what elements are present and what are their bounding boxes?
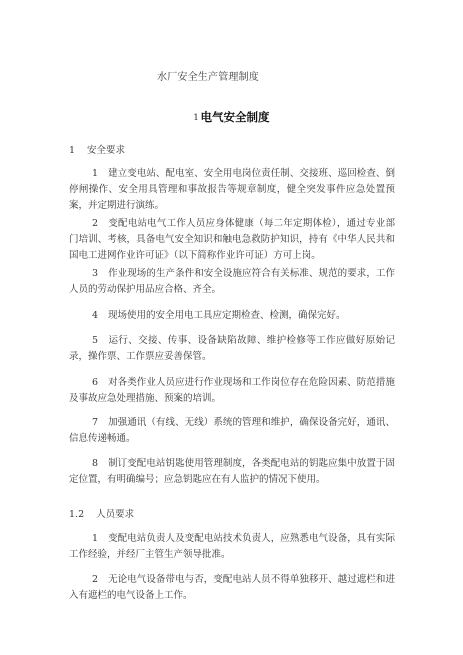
- paragraph-number: 2: [92, 218, 99, 229]
- paragraph-text: 制订变配电站钥匙使用管理制度，各类配电站的钥匙应集中放置于固定位置，有明确编号；应急钥匙应在有人监护的情况下使用。: [69, 458, 395, 485]
- paragraph: [69, 375, 395, 407]
- paragraph: [69, 166, 395, 214]
- paragraph-text: 运行、交接、传事、设备缺陷故障、维护检修等工作应做好原始记录，操作票、工作票应妥善保管。: [69, 335, 395, 362]
- paragraph-text: 变配电站负责人及变配电站技术负责人，应熟悉电气设备，具有实际工作经验，并经厂主管生产领导批准。: [69, 533, 395, 560]
- paragraph-text: 无论电气设备带电与否，变配电站人员不得单独移开、越过遮栏和进入有遮栏的电气设备上工作。: [69, 574, 395, 601]
- paragraph: [69, 216, 395, 264]
- paragraph: [69, 308, 395, 324]
- paragraph: [69, 456, 395, 488]
- section-number: 1: [69, 145, 76, 156]
- paragraph: [69, 531, 395, 563]
- paragraph-number: 3: [92, 268, 99, 279]
- paragraph-text: 对各类作业人员应进行作业现场和工作岗位存在危险因素、防范措施及事故应急处理措施、预案的培训。: [69, 377, 395, 404]
- paragraph: [69, 415, 395, 447]
- paragraph-text: 建立变电站、配电室、安全用电岗位责任制、交接班、巡回检查、倒停闸操作、安全用具管理和事故报告等规章制度，健全突发事件应急处置预案，并定期进行演练。: [69, 168, 395, 211]
- paragraph-number: 1: [92, 533, 99, 544]
- paragraph-number: 7: [92, 417, 99, 428]
- page-header: 水厂安全生产管理制度: [157, 72, 259, 83]
- section-heading: [69, 506, 134, 520]
- paragraph: [69, 266, 395, 298]
- paragraph-number: 6: [92, 377, 99, 388]
- section-number: 1.2: [69, 509, 85, 520]
- title-number: 1: [193, 113, 199, 122]
- title-text: 电气安全制度: [200, 110, 270, 124]
- paragraph-number: 8: [92, 458, 99, 469]
- section-title: 人员要求: [96, 509, 135, 520]
- paragraph-number: 5: [92, 335, 99, 346]
- paragraph-text: 加强通讯（有线、无线）系统的管理和维护，确保设备完好，通讯、信息传递畅通。: [69, 417, 395, 444]
- document-title: [0, 109, 463, 125]
- section-title: 安全要求: [87, 145, 126, 156]
- paragraph-number: 2: [92, 574, 99, 585]
- paragraph: [69, 333, 395, 365]
- paragraph: [69, 572, 395, 604]
- paragraph-text: 作业现场的生产条件和安全设施应符合有关标准、规范的要求，工作人员的劳动保护用品应合格、齐全。: [69, 268, 395, 295]
- paragraph-text: 变配电站电气工作人员应身体健康（每二年定期体检），通过专业部门培训、考核，具备电气安全知识和触电急救防护知识，持有《中华人民共和国电工进网作业许可证》（以下简称作业许可证）方可上岗。: [69, 218, 395, 261]
- paragraph-text: 现场使用的安全用电工具应定期检查、检测，确保完好。: [108, 310, 346, 321]
- paragraph-number: 1: [92, 168, 99, 179]
- paragraph-number: 4: [92, 310, 99, 321]
- section-heading: [69, 142, 125, 156]
